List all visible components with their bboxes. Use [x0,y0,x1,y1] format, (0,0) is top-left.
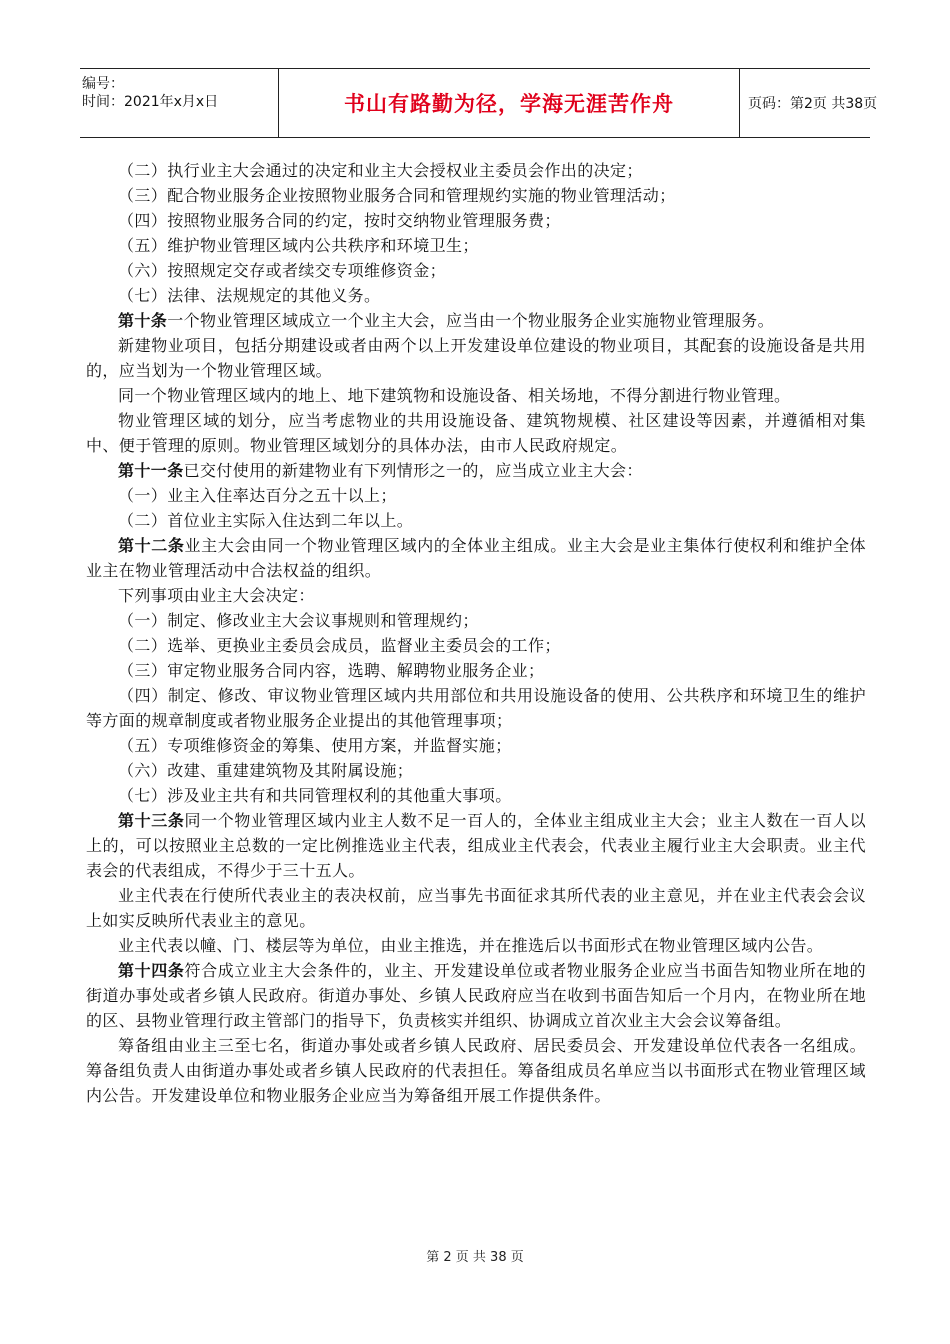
article-number: 第十一条 [118,461,184,480]
paragraph-text: （三）审定物业服务合同内容，选聘、解聘物业服务企业； [118,661,545,680]
paragraph [86,208,866,233]
paragraph-text: （四）制定、修改、审议物业管理区域内共用部位和共用设施设备的使用、公共秩序和环境卫生的维护等方面的规章制度或者物业服务企业提出的其他管理事项； [86,686,866,730]
paragraph [86,233,866,258]
page-footer: 第 2 页 共 38 页 [426,1250,524,1265]
paragraph-text: （七）涉及业主共有和共同管理权利的其他重大事项。 [118,786,512,805]
document-date: 时间：2021年x月x日 [82,94,219,110]
paragraph-text: 一个物业管理区域成立一个业主大会，应当由一个物业服务企业实施物业管理服务。 [167,311,775,330]
paragraph [86,683,866,733]
paragraph [86,483,866,508]
article-paragraph [86,958,866,1033]
paragraph [86,333,866,383]
paragraph [86,883,866,933]
paragraph-text: 筹备组由业主三至七名，街道办事处或者乡镇人民政府、居民委员会、开发建设单位代表各一名组成。筹备组负责人由街道办事处或者乡镇人民政府的代表担任。筹备组成员名单应当以书面形式在物业管理区域内公告。开发建设单位和物业服务企业应当为筹备组开展工作提供条件。 [86,1036,866,1105]
paragraph [86,508,866,533]
motto-text: 书山有路勤为径，学海无涯苦作舟 [344,92,674,116]
document-body [86,158,866,1108]
paragraph-text: （二）执行业主大会通过的决定和业主大会授权业主委员会作出的决定； [118,161,643,180]
article-number: 第十条 [118,311,168,330]
paragraph-text: 业主代表在行使所代表业主的表决权前，应当事先书面征求其所代表的业主意见，并在业主代表会会议上如实反映所代表业主的意见。 [86,886,866,930]
article-paragraph [86,458,866,483]
article-number: 第十四条 [118,961,185,980]
paragraph-text: 新建物业项目，包括分期建设或者由两个以上开发建设单位建设的物业项目，其配套的设施设备是共用的，应当划为一个物业管理区域。 [86,336,866,380]
paragraph [86,658,866,683]
paragraph-text: 业主大会由同一个物业管理区域内的全体业主组成。业主大会是业主集体行使权利和维护全体业主在物业管理活动中合法权益的组织。 [86,536,866,580]
paragraph-text: （一）制定、修改业主大会议事规则和管理规约； [118,611,479,630]
paragraph-text: 符合成立业主大会条件的，业主、开发建设单位或者物业服务企业应当书面告知物业所在地的街道办事处或者乡镇人民政府。街道办事处、乡镇人民政府应当在收到书面告知后一个月内，在物业所在地的区、县物业管理行政主管部门的指导下，负责核实并组织、协调成立首次业主大会会议筹备组。 [86,961,866,1030]
paragraph [86,383,866,408]
paragraph [86,183,866,208]
paragraph-text: 已交付使用的新建物业有下列情形之一的，应当成立业主大会： [183,461,643,480]
article-number: 第十二条 [118,536,185,555]
header-center [278,69,740,137]
paragraph-text: 业主代表以幢、门、楼层等为单位，由业主推选，并在推选后以书面形式在物业管理区域内公告。 [118,936,824,955]
article-paragraph [86,533,866,583]
paragraph [86,758,866,783]
page-header [80,68,878,138]
header-right [738,69,878,137]
paragraph-text: 同一个物业管理区域内业主人数不足一百人的，全体业主组成业主大会；业主人数在一百人以上的，可以按照业主总数的一定比例推选业主代表，组成业主代表会，代表业主履行业主大会职责。业主代表会的代表组成，不得少于三十五人。 [86,811,866,880]
paragraph [86,258,866,283]
paragraph [86,608,866,633]
paragraph [86,1033,866,1108]
paragraph [86,283,866,308]
document-number-label: 编号： [82,76,124,92]
paragraph-text: （三）配合物业服务企业按照物业服务合同和管理规约实施的物业管理活动； [118,186,676,205]
paragraph-text: （六）改建、重建建筑物及其附属设施； [118,761,414,780]
header-left [80,69,278,137]
paragraph [86,783,866,808]
paragraph-text: 同一个物业管理区域内的地上、地下建筑物和设施设备、相关场地，不得分割进行物业管理。 [118,386,791,405]
header-page-info: 页码：第2页 共38页 [748,96,878,112]
paragraph-text: 下列事项由业主大会决定： [118,586,315,605]
paragraph-text: （五）维护物业管理区域内公共秩序和环境卫生； [118,236,479,255]
paragraph-text: （四）按照物业服务合同的约定，按时交纳物业管理服务费； [118,211,561,230]
paragraph [86,408,866,458]
paragraph [86,158,866,183]
paragraph [86,583,866,608]
paragraph-text: （五）专项维修资金的筹集、使用方案，并监督实施； [118,736,512,755]
paragraph-text: （七）法律、法规规定的其他义务。 [118,286,381,305]
paragraph-text: 物业管理区域的划分，应当考虑物业的共用设施设备、建筑物规模、社区建设等因素，并遵循相对集中、便于管理的原则。物业管理区域划分的具体办法，由市人民政府规定。 [86,411,866,455]
paragraph-text: （二）首位业主实际入住达到二年以上。 [118,511,414,530]
paragraph [86,633,866,658]
paragraph-text: （六）按照规定交存或者续交专项维修资金； [118,261,447,280]
paragraph [86,733,866,758]
paragraph-text: （一）业主入住率达百分之五十以上； [118,486,397,505]
article-paragraph [86,808,866,883]
paragraph [86,933,866,958]
article-paragraph [86,308,866,333]
paragraph-text: （二）选举、更换业主委员会成员，监督业主委员会的工作； [118,636,561,655]
article-number: 第十三条 [118,811,185,830]
